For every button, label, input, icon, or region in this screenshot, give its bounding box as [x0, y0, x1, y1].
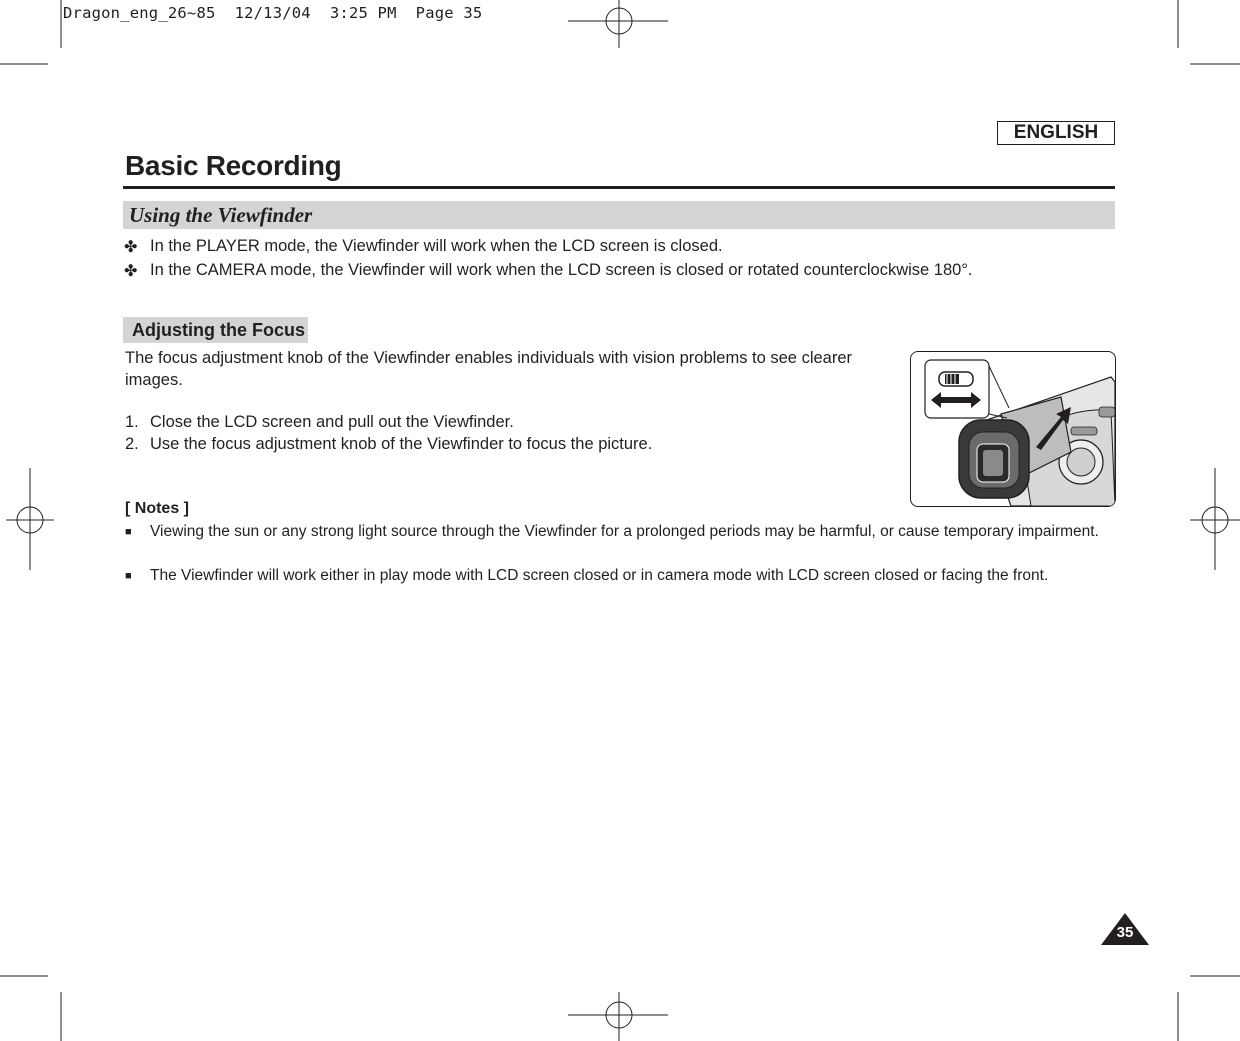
title-divider: [123, 186, 1115, 189]
bullet-text: In the PLAYER mode, the Viewfinder will work when the LCD screen is closed.: [150, 237, 723, 255]
language-badge: ENGLISH: [997, 121, 1115, 145]
page-title: Basic Recording: [125, 150, 342, 181]
registration-mark-bottom: [568, 992, 668, 1041]
step-text: Use the focus adjustment knob of the Viewfinder to focus the picture.: [150, 435, 653, 453]
notes-title: [ Notes ]: [125, 500, 189, 517]
note-item: The Viewfinder will work either in play mode with LCD screen closed or in camera mode with LCD screen closed or facing the front.: [150, 567, 1049, 584]
page-number: 35: [1116, 924, 1134, 941]
step-number: 2.: [125, 435, 139, 453]
viewfinder-illustration: [910, 351, 1116, 507]
step-number: 1.: [125, 413, 139, 431]
square-bullet-icon: ■: [125, 570, 132, 582]
subsection-paragraph: The focus adjustment knob of the Viewfinder enables individuals with vision problems to see clearer images.: [125, 349, 853, 389]
print-header: Dragon_eng_26~85 12/13/04 3:25 PM Page 35: [63, 4, 483, 22]
registration-mark-right: [1190, 468, 1240, 570]
square-bullet-icon: ■: [125, 526, 132, 538]
note-item: Viewing the sun or any strong light source through the Viewfinder for a prolonged periods may be harmful, or cause temporary impairment.: [150, 523, 1099, 540]
registration-mark-left: [6, 468, 54, 570]
cross-bullet-icon: ✤: [124, 239, 138, 256]
subsection-title: Adjusting the Focus: [132, 320, 305, 340]
section-header: [123, 201, 1115, 229]
step-text: Close the LCD screen and pull out the Viewfinder.: [150, 413, 514, 431]
bullet-text: In the CAMERA mode, the Viewfinder will work when the LCD screen is closed or rotated counterclockwise 180°.: [150, 261, 973, 279]
cross-bullet-icon: ✤: [124, 263, 138, 280]
subsection-header: [123, 317, 308, 343]
registration-mark-top: [568, 0, 668, 48]
section-title: Using the Viewfinder: [129, 203, 313, 227]
